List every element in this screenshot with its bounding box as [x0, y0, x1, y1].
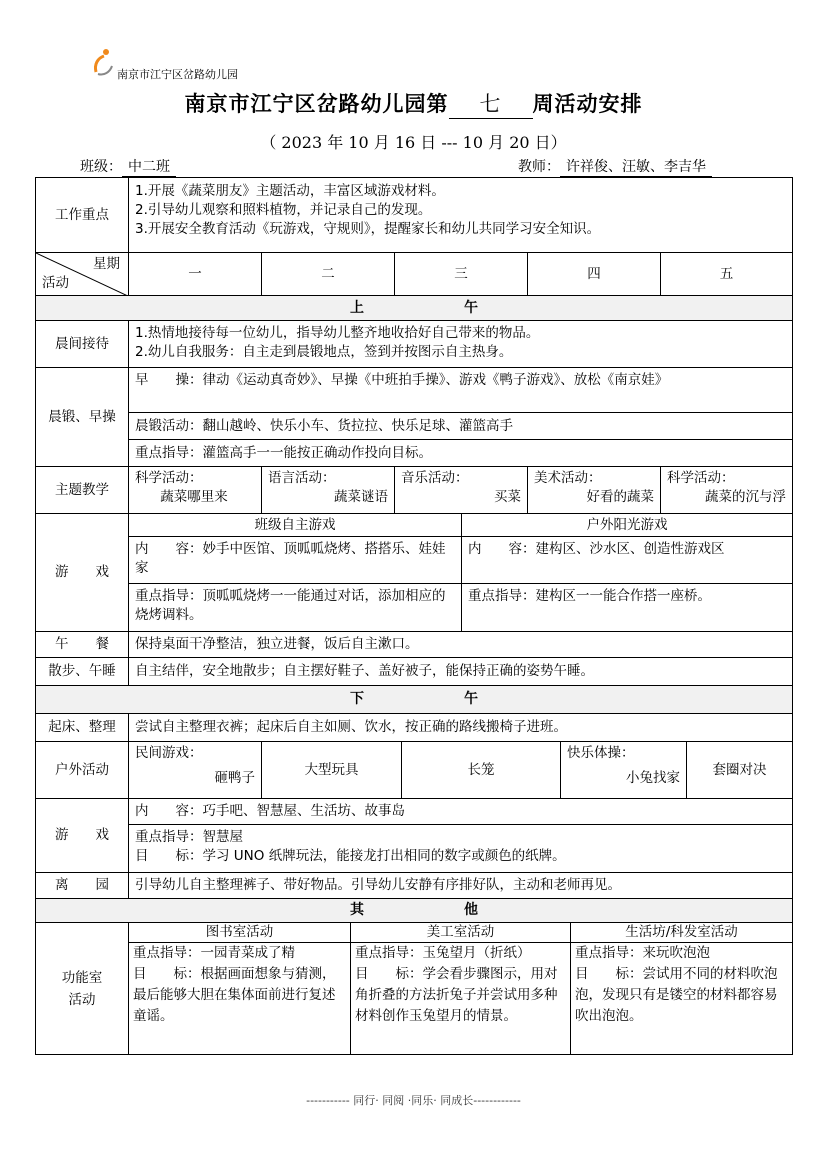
date-range: （ 2023 年 10 月 16 日 --- 10 月 20 日） [260, 133, 567, 152]
reception-item: 1.热情地接待每一位幼儿，指导幼儿整齐地收拾好自己带来的物品。 [135, 325, 540, 341]
school-logo-icon [92, 46, 116, 78]
exercise-line2: 晨锻活动：翻山越岭、快乐小车、货拉拉、快乐足球、灌篮高手 [128, 412, 793, 440]
focus-content [128, 177, 793, 253]
class-value: 中二班 [122, 156, 176, 177]
logo-text: 南京市江宁区岔路幼儿园 [117, 68, 238, 81]
games-pm-goal: 目 标：学习 UNO 纸牌玩法，能接龙打出相同的数字或颜色的纸牌。 [135, 848, 566, 864]
exercise-label: 晨锻、早操 [35, 367, 129, 467]
class-info: 班级： 中二班 [80, 156, 176, 177]
weekday-corner [35, 252, 129, 296]
room-art-content [350, 942, 571, 1055]
weekday-thu: 四 [527, 252, 661, 296]
focus-item: 1.开展《蔬菜朋友》主题活动，丰富区域游戏材料。 [135, 183, 445, 199]
focus-item: 3.开展安全教育活动《玩游戏，守规则》，提醒家长和幼儿共同学习安全知识。 [135, 221, 601, 237]
games-am-right-focus: 重点指导：建构区一一能合作搭一座桥。 [461, 583, 793, 632]
reception-content [128, 320, 793, 368]
teacher-value: 许祥俊、汪敏、李吉华 [560, 156, 712, 177]
games-am-right-title: 户外阳光游戏 [461, 513, 793, 537]
games-pm-label: 游 戏 [35, 798, 129, 873]
lunch-label: 午 餐 [35, 631, 129, 658]
leave-label: 离 园 [35, 872, 129, 899]
weekday-corner-top: 星期 [93, 256, 120, 272]
outdoor-cell-mon: 民间游戏： 砸鸭子 [128, 741, 262, 799]
outdoor-cell-wed: 长笼 [401, 741, 561, 799]
games-am-left-title: 班级自主游戏 [128, 513, 462, 537]
reception-item: 2.幼儿自我服务：自主走到晨锻地点，签到并按图示自主热身。 [135, 344, 513, 360]
room-life-content [570, 942, 793, 1055]
weekday-fri: 五 [660, 252, 793, 296]
function-room-label [35, 922, 129, 1055]
function-room-label-text: 功能室活动 [61, 969, 103, 1008]
wakeup-label: 起床、整理 [35, 713, 129, 742]
reception-label: 晨间接待 [35, 320, 129, 368]
room-life-focus: 重点指导：来玩吹泡泡 [575, 945, 710, 961]
nap-label: 散步、午睡 [35, 657, 129, 686]
weekday-tue: 二 [261, 252, 395, 296]
room-library-focus: 重点指导：一园青菜成了精 [133, 945, 295, 961]
outdoor-cell-tue: 大型玩具 [261, 741, 402, 799]
afternoon-header: 下午 [35, 685, 793, 714]
theme-cell-mon: 科学活动： 蔬菜哪里来 [128, 466, 262, 514]
room-title-life: 生活坊/科发室活动 [570, 922, 793, 943]
room-library-goal: 目 标：根据画面想象与猜测，最后能够大胆在集体面前进行复述童谣。 [133, 966, 336, 1024]
weekday-wed: 三 [394, 252, 528, 296]
theme-cell-wed: 音乐活动： 买菜 [394, 466, 528, 514]
other-header: 其他 [35, 898, 793, 923]
weekday-corner-bottom: 活动 [42, 275, 69, 291]
games-am-left-content: 内 容：妙手中医馆、顶呱呱烧烤、搭搭乐、娃娃家 [128, 536, 462, 584]
outdoor-cell-fri: 套圈对决 [686, 741, 793, 799]
theme-cell-thu: 美术活动： 好看的蔬菜 [527, 466, 661, 514]
page-title: 南京市江宁区岔路幼儿园第 七 周活动安排 [0, 88, 827, 119]
games-pm-focus-title: 重点指导：智慧屋 [135, 829, 243, 845]
teacher-info: 教师： 许祥俊、汪敏、李吉华 [518, 156, 712, 177]
outdoor-cell-thu: 快乐体操： 小兔找家 [560, 741, 687, 799]
theme-cell-fri: 科学活动： 蔬菜的沉与浮 [660, 466, 793, 514]
games-pm-content: 内 容：巧手吧、智慧屋、生活坊、故事岛 [128, 798, 793, 825]
room-title-art: 美工室活动 [350, 922, 571, 943]
theme-label: 主题教学 [35, 466, 129, 514]
games-am-right-content: 内 容：建构区、沙水区、创造性游戏区 [461, 536, 793, 584]
morning-header: 上午 [35, 295, 793, 321]
room-title-library: 图书室活动 [128, 922, 351, 943]
leave-content: 引导幼儿自主整理裤子、带好物品。引导幼儿安静有序排好队，主动和老师再见。 [128, 872, 793, 899]
games-am-label: 游 戏 [35, 513, 129, 632]
focus-label: 工作重点 [35, 177, 129, 253]
room-art-goal: 目 标：学会看步骤图示，用对角折叠的方法折兔子并尝试用多种材料创作玉兔望月的情景。 [355, 966, 558, 1024]
room-library-content [128, 942, 351, 1055]
wakeup-content: 尝试自主整理衣裤；起床后自主如厕、饮水，按正确的路线搬椅子进班。 [128, 713, 793, 742]
footer-motto: ----------- 同行· 同阅 ·同乐· 同成长------------ [306, 1094, 521, 1107]
weekday-mon: 一 [128, 252, 262, 296]
outdoor-label: 户外活动 [35, 741, 129, 799]
theme-cell-tue: 语言活动： 蔬菜谜语 [261, 466, 395, 514]
nap-content: 自主结伴，安全地散步；自主摆好鞋子、盖好被子，能保持正确的姿势午睡。 [128, 657, 793, 686]
week-number: 七 [449, 88, 533, 119]
room-art-focus: 重点指导：玉兔望月（折纸） [355, 945, 531, 961]
games-am-left-focus: 重点指导：顶呱呱烧烤一一能通过对话，添加相应的烧烤调料。 [128, 583, 462, 632]
games-pm-focus [128, 824, 793, 873]
schedule-table [35, 177, 793, 1055]
room-life-goal: 目 标：尝试用不同的材料吹泡泡，发现只有是镂空的材料都容易吹出泡泡。 [575, 966, 778, 1024]
exercise-line3: 重点指导：灌篮高手一一能按正确动作投向目标。 [128, 439, 793, 467]
lunch-content: 保持桌面干净整洁，独立进餐，饭后自主漱口。 [128, 631, 793, 658]
exercise-line1: 早 操：律动《运动真奇妙》、早操《中班拍手操》、游戏《鸭子游戏》、放松《南京娃》 [128, 367, 793, 413]
focus-item: 2.引导幼儿观察和照料植物，并记录自己的发现。 [135, 202, 432, 218]
